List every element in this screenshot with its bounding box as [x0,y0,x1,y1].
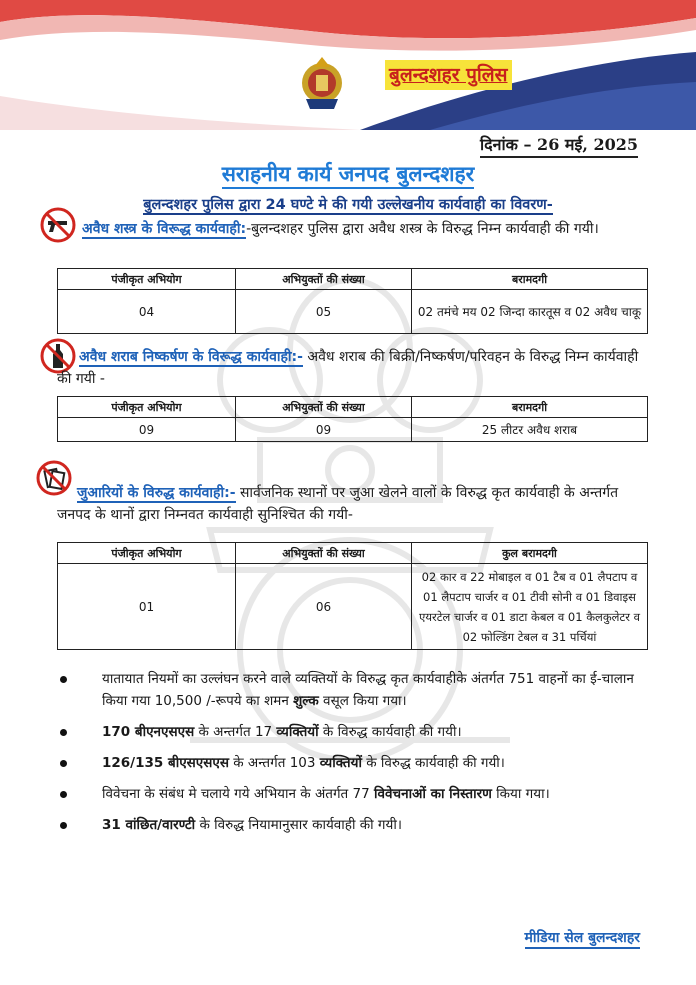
bullet-text: के विरुद्ध कार्यवाही की गयी। [318,724,462,740]
section-gambling-heading: जुआरियों के विरुद्ध कार्यवाही:- [77,485,236,501]
bullet-text: के अन्तर्गत 17 [194,724,277,740]
bullet-bold: व्यक्तियों [276,724,319,740]
table-cell: 09 [58,418,236,442]
bullet-dot-icon [60,760,67,767]
list-item [60,783,645,805]
weapons-table [57,268,648,334]
section-weapons-body: -बुलन्दशहर पुलिस द्वारा अवैध शस्त्र के विरुद्ध निम्न कार्यवाही की गयी। [246,221,599,237]
bullet-bold: विवेचनाओं का निस्तारण [374,786,492,802]
footer-media-cell: मीडिया सेल बुलन्दशहर [525,928,641,949]
section-liquor-heading: अवैध शराब निष्कर्षण के विरूद्ध कार्यवाही:- [79,349,303,365]
brand-title: बुलन्दशहर पुलिस [385,60,512,90]
table-row [58,418,648,442]
bullet-text: किया गया। [491,786,550,802]
page-title [0,160,696,188]
table-header: पंजीकृत अभियोग [58,269,236,290]
bullet-text: के अन्तर्गत 103 [228,755,320,771]
table-row [58,564,648,650]
table-header: बरामदगी [412,269,648,290]
section-weapons-text [82,218,647,240]
bullet-dot-icon [60,676,67,683]
page-subtitle [0,194,696,214]
bullet-bold: 170 बीएनएसएस [102,724,195,740]
table-header: पंजीकृत अभियोग [58,397,236,418]
bullet-dot-icon [60,822,67,829]
table-header: बरामदगी [412,397,648,418]
no-gun-icon [40,207,76,243]
up-police-logo [292,55,352,113]
table-cell: 04 [58,290,236,334]
table-cell: 09 [236,418,412,442]
table-header-row [58,397,648,418]
gambling-table [57,542,648,650]
page-title-text: सराहनीय कार्य जनपद बुलन्दशहर [222,162,475,189]
document-date: दिनांक – 26 मई, 2025 [480,134,638,158]
section-liquor-text [57,346,647,390]
table-cell: 01 [58,564,236,650]
table-header-row [58,269,648,290]
table-header: अभियुक्तों की संख्या [236,397,412,418]
action-bullet-list [60,668,645,845]
bullet-bold: व्यक्तियों [319,755,362,771]
list-item [60,668,645,712]
bullet-text: विवेचना के संबंध मे चलाये गये अभियान के अंतर्गत 77 [102,786,375,802]
table-row [58,290,648,334]
section-gambling-text [57,482,647,526]
table-header: अभियुक्तों की संख्या [236,269,412,290]
table-cell: 02 कार व 22 मोबाइल व 01 टैब व 01 लैपटाप व 01 लैपटाप चार्जर व 01 टीवी सोनी व 01 डिवाइस एयरटेल चार्जर व 01 डाटा केबल व 01 कैलकुलेटर व 02 फोल्डिंग टेबल व 31 पर्चियां [412,564,648,650]
bullet-dot-icon [60,791,67,798]
bullet-bold: शुल्क [293,693,319,709]
bullet-bold: 126/135 बीएसएसएस [102,755,229,771]
section-weapons-heading: अवैध शस्त्र के विरूद्ध कार्यवाही: [82,221,247,237]
section-gambling-body: सार्वजनिक स्थानों पर जुआ खेलने वालों के विरुद्ध कृत कार्यवाही के अन्तर्गत जनपद के थानों द्वारा निम्नवत कार्यवाही सुनिश्चित की गयी- [57,485,619,523]
table-cell: 05 [236,290,412,334]
list-item [60,721,645,743]
table-cell: 02 तमंचे मय 02 जिन्दा कारतूस व 02 अवैध चाकू [412,290,648,334]
bullet-text: यातायात नियमों का उल्लंघन करने वाले व्यक्तियों के विरुद्ध कृत कार्यवाहीके अंतर्गत 751 वाहनों का ई-चालान किया गया 10,500 /-रूपये का शमन [102,671,634,709]
page-subtitle-text: बुलन्दशहर पुलिस द्वारा 24 घण्टे मे की गयी उल्लेखनीय कार्यवाही का विवरण- [143,197,553,213]
bullet-text: वसूल किया गया। [318,693,407,709]
table-header-row [58,543,648,564]
table-header: पंजीकृत अभियोग [58,543,236,564]
bullet-text: के विरुद्ध कार्यवाही की गयी। [361,755,505,771]
bullet-text: के विरुद्ध नियामानुसार कार्यवाही की गयी। [195,817,402,833]
table-cell: 25 लीटर अवैध शराब [412,418,648,442]
section-liquor-body: अवैध शराब की बिक्री/निष्कर्षण/परिवहन के विरुद्ध निम्न कार्यवाही की गयी - [57,349,639,387]
table-header: कुल बरामदगी [412,543,648,564]
table-cell: 06 [236,564,412,650]
bullet-dot-icon [60,729,67,736]
liquor-table [57,396,648,442]
list-item [60,752,645,774]
list-item [60,814,645,836]
bullet-bold: 31 वांछित/वारण्टी [102,817,196,833]
table-header: अभियुक्तों की संख्या [236,543,412,564]
